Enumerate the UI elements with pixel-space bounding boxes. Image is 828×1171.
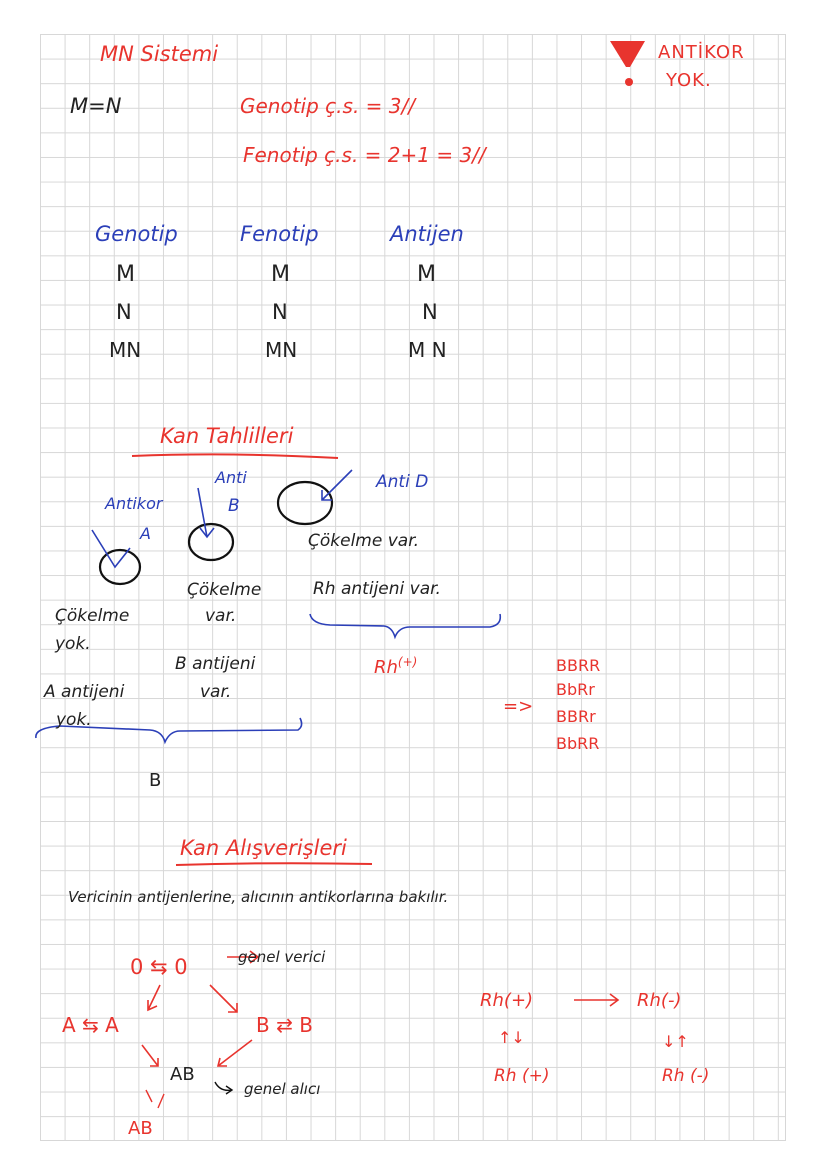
cell-phenotype-2: N xyxy=(272,300,288,324)
b-precip-yes: var. xyxy=(205,606,237,626)
cell-genotype-1: M xyxy=(116,262,135,287)
a-precip: Çökelme xyxy=(55,606,130,626)
anti-b-label: Anti xyxy=(215,468,247,487)
rh-positive: Rh(+) xyxy=(480,990,534,1011)
b-precip: Çökelme xyxy=(187,580,262,600)
o-node: 0 ⇆ 0 xyxy=(130,955,188,979)
ab-node: AB xyxy=(170,1064,195,1085)
genotype-ratio: Genotip ç.s. = 3// xyxy=(240,94,415,118)
cell-phenotype-1: M xyxy=(271,262,290,287)
transfusion-rule: Vericinin antijenlerine, alıcının antikorlarına bakılır. xyxy=(68,888,449,906)
universal-donor-note: genel verici xyxy=(238,948,326,966)
page-title: MN Sistemi xyxy=(100,42,219,66)
phenotype-ratio: Fenotip ç.s. = 2+1 = 3// xyxy=(243,143,486,167)
rh-result-text: Rh xyxy=(374,657,398,678)
cell-genotype-2: N xyxy=(116,300,132,324)
a-antigen: A antijeni xyxy=(44,682,125,702)
mn-equality: M=N xyxy=(70,94,122,118)
implies-arrow: => xyxy=(503,696,534,717)
d-precip: Çökelme var. xyxy=(308,531,420,551)
universal-recipient-note: genel alıcı xyxy=(244,1080,321,1098)
rh-positive-bottom: Rh (+) xyxy=(494,1066,550,1086)
rh-negative: Rh(-) xyxy=(637,990,682,1011)
a-precip-none: yok. xyxy=(55,634,91,654)
cell-antigen-2: N xyxy=(422,300,438,324)
genotype-1: BBRR xyxy=(556,656,601,675)
transfusion-title: Kan Alışverişleri xyxy=(180,836,347,860)
a-node: A ⇆ A xyxy=(62,1013,119,1037)
blood-tests-title: Kan Tahlilleri xyxy=(160,424,294,448)
blood-group-result: B xyxy=(149,770,162,791)
warning-line-1: ANTİKOR xyxy=(658,42,745,63)
header-genotype: Genotip xyxy=(95,222,178,246)
header-phenotype: Fenotip xyxy=(240,222,319,246)
cell-genotype-3: MN xyxy=(109,338,142,362)
anti-a-label: Antikor xyxy=(105,494,163,513)
ab-node-bottom: AB xyxy=(128,1118,153,1139)
cell-phenotype-3: MN xyxy=(265,338,298,362)
rh-result xyxy=(374,656,417,677)
genotype-4: BbRR xyxy=(556,734,600,753)
b-antigen-yes: var. xyxy=(200,682,232,702)
rh-positive-arrows: ↑↓ xyxy=(498,1028,525,1047)
b-node: B ⇄ B xyxy=(256,1013,313,1037)
anti-a-letter: A xyxy=(140,524,151,543)
rh-negative-bottom: Rh (-) xyxy=(662,1066,710,1086)
cell-antigen-3: M N xyxy=(408,338,447,362)
cell-antigen-1: M xyxy=(417,262,436,287)
genotype-2: BbRr xyxy=(556,680,595,699)
b-antigen: B antijeni xyxy=(175,654,256,674)
header-antigen: Antijen xyxy=(390,222,464,246)
rh-result-sign: (+) xyxy=(397,655,418,669)
anti-b-letter: B xyxy=(228,496,240,516)
genotype-3: BBRr xyxy=(556,707,596,726)
a-antigen-none: yok. xyxy=(56,710,92,730)
rh-negative-arrows: ↓↑ xyxy=(662,1032,689,1051)
anti-d-label: Anti D xyxy=(376,472,429,492)
d-antigen: Rh antijeni var. xyxy=(313,579,441,599)
warning-line-2: YOK. xyxy=(666,70,712,91)
